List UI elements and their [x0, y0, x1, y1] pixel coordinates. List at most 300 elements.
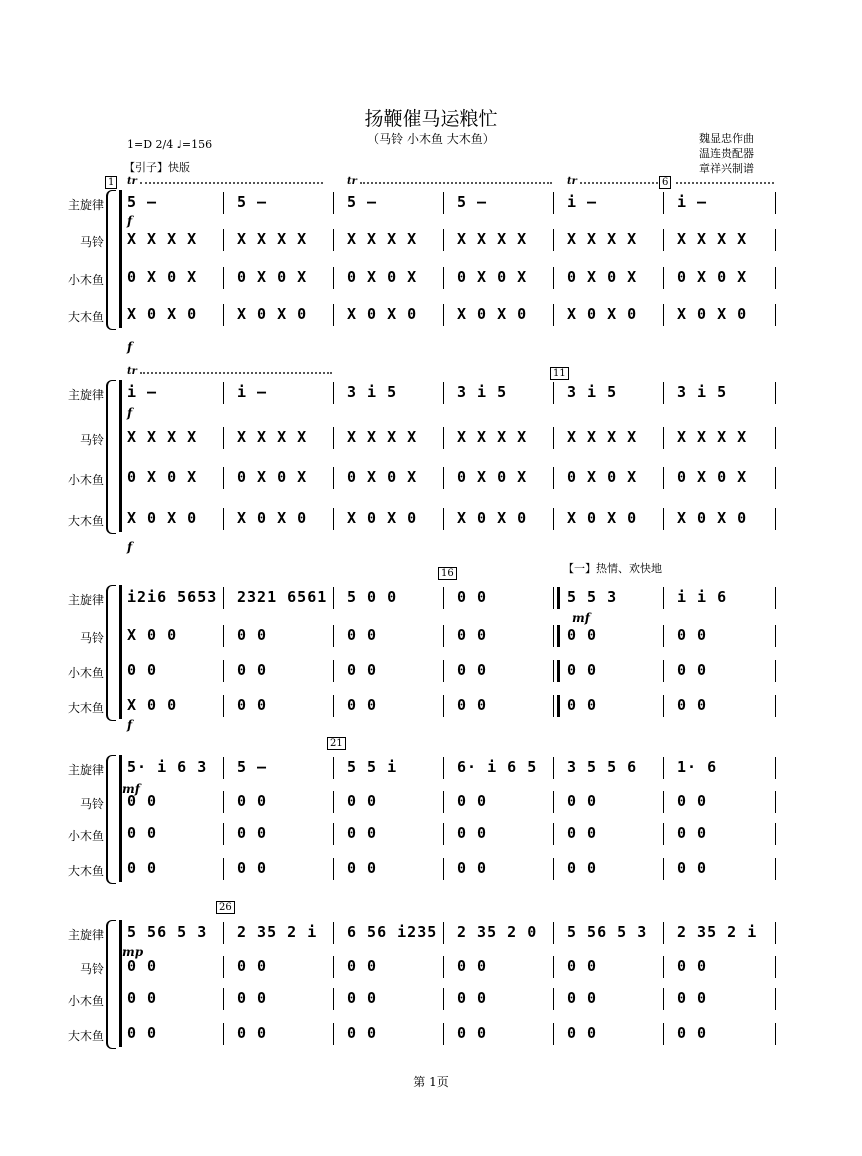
barline: [663, 229, 664, 251]
notation-cell: X 0 X 0: [237, 305, 308, 323]
barline: [775, 823, 776, 845]
notation-cell: X X X X: [457, 428, 528, 446]
notation-cell: 0 0: [127, 661, 158, 679]
system-barline: [119, 585, 122, 719]
barline: [223, 858, 224, 880]
barline: [443, 229, 444, 251]
notation-cell: 0 0: [127, 957, 158, 975]
notation-cell: X 0 0: [127, 696, 178, 714]
trill-line: [676, 182, 774, 188]
barline: [443, 988, 444, 1010]
notation-cell: 0 0: [677, 626, 708, 644]
notation-cell: 0 0: [567, 824, 598, 842]
instrument-label: 马铃: [79, 235, 104, 249]
notation-cell: 5 –: [237, 758, 268, 776]
barline: [775, 192, 776, 214]
trill-line: [140, 182, 323, 188]
barline: [333, 858, 334, 880]
notation-cell: X X X X: [237, 428, 308, 446]
dynamic-marking: mp: [122, 945, 144, 959]
notation-cell: X X X X: [677, 428, 748, 446]
page-number: 第 1页: [413, 1075, 449, 1089]
notation-cell: 0 X 0 X: [347, 468, 418, 486]
arranger-credit: 温连贵配器: [699, 147, 754, 160]
barline: [333, 192, 334, 214]
barline: [443, 625, 444, 647]
score-system: [0, 380, 862, 536]
notation-cell: 0 0: [457, 824, 488, 842]
barline: [775, 988, 776, 1010]
notation-cell: 0 0: [457, 989, 488, 1007]
barline: [775, 508, 776, 530]
barline: [333, 956, 334, 978]
barline: [663, 192, 664, 214]
notation-cell: 1· 6: [677, 758, 718, 776]
notation-cell: 0 0: [677, 696, 708, 714]
barline: [663, 427, 664, 449]
notation-cell: 0 0: [567, 957, 598, 975]
system-brace: [106, 920, 116, 1049]
barline: [443, 956, 444, 978]
barline: [333, 587, 334, 609]
barline: [553, 660, 554, 682]
notation-cell: 0 X 0 X: [677, 468, 748, 486]
barline: [775, 382, 776, 404]
notation-cell: 0 0: [347, 1024, 378, 1042]
barline: [775, 757, 776, 779]
system-brace: [106, 585, 116, 721]
notation-cell: 0 0: [237, 696, 268, 714]
barline: [775, 695, 776, 717]
barline: [775, 267, 776, 289]
notation-cell: X 0 X 0: [567, 305, 638, 323]
barline: [553, 382, 554, 404]
barline: [553, 695, 554, 717]
notation-cell: i –: [567, 193, 598, 211]
notation-cell: X 0 X 0: [567, 509, 638, 527]
barline: [223, 382, 224, 404]
notation-cell: 0 0: [347, 626, 378, 644]
notation-cell: 0 0: [567, 989, 598, 1007]
notation-cell: 0 0: [127, 859, 158, 877]
barline: [775, 858, 776, 880]
notation-cell: 0 0: [457, 792, 488, 810]
barline: [333, 427, 334, 449]
notation-cell: 0 X 0 X: [567, 268, 638, 286]
notation-cell: 0 0: [237, 957, 268, 975]
measure-number: 1: [105, 176, 117, 189]
dynamic-marking: f: [127, 540, 133, 554]
notation-cell: X X X X: [567, 230, 638, 248]
barline: [775, 1023, 776, 1045]
section-intro-label: 【引子】快版: [124, 161, 190, 174]
barline: [553, 304, 554, 326]
notation-cell: 0 0: [457, 1024, 488, 1042]
barline: [223, 988, 224, 1010]
notation-cell: 0 0: [677, 661, 708, 679]
trill-line: [580, 182, 658, 188]
barline: [663, 267, 664, 289]
barline: [663, 382, 664, 404]
notation-cell: 3 i 5: [567, 383, 618, 401]
notation-cell: i2i6 5653: [127, 588, 218, 606]
barline: [553, 922, 554, 944]
trill-line: [360, 182, 552, 188]
repeat-barline: [557, 625, 560, 647]
notation-cell: i –: [677, 193, 708, 211]
notation-cell: 0 X 0 X: [677, 268, 748, 286]
barline: [553, 192, 554, 214]
notation-cell: 0 0: [347, 792, 378, 810]
barline: [443, 304, 444, 326]
dynamic-marking: mf: [572, 611, 590, 625]
barline: [775, 791, 776, 813]
barline: [333, 304, 334, 326]
notation-cell: 2 35 2 i: [237, 923, 318, 941]
notation-cell: 5 –: [347, 193, 378, 211]
notation-cell: 0 0: [127, 792, 158, 810]
barline: [553, 625, 554, 647]
instrument-label: 小木鱼: [67, 473, 104, 487]
instrument-label: 小木鱼: [67, 666, 104, 680]
notation-cell: 0 0: [567, 661, 598, 679]
notation-cell: 0 X 0 X: [567, 468, 638, 486]
barline: [223, 660, 224, 682]
notation-cell: X 0 X 0: [677, 509, 748, 527]
barline: [553, 229, 554, 251]
barline: [443, 1023, 444, 1045]
instrument-label: 大木鱼: [67, 701, 104, 715]
barline: [775, 625, 776, 647]
notation-cell: 0 0: [237, 792, 268, 810]
barline: [223, 1023, 224, 1045]
instrument-label: 主旋律: [67, 763, 104, 777]
notation-cell: 0 0: [237, 824, 268, 842]
score-subtitle: （马铃 小木鱼 大木鱼）: [367, 132, 495, 146]
system-barline: [119, 190, 122, 328]
barline: [443, 757, 444, 779]
notation-cell: X 0 X 0: [127, 509, 198, 527]
notation-cell: 6· i 6 5: [457, 758, 538, 776]
notation-cell: X X X X: [567, 428, 638, 446]
barline: [223, 192, 224, 214]
notation-cell: X X X X: [677, 230, 748, 248]
notation-cell: 0 0: [127, 824, 158, 842]
barline: [443, 192, 444, 214]
barline: [775, 427, 776, 449]
notation-cell: i –: [237, 383, 268, 401]
measure-number: 11: [550, 367, 569, 380]
notation-cell: 2 35 2 i: [677, 923, 758, 941]
barline: [553, 467, 554, 489]
barline: [553, 508, 554, 530]
barline: [663, 757, 664, 779]
barline: [223, 587, 224, 609]
barline: [553, 267, 554, 289]
notation-cell: X X X X: [347, 230, 418, 248]
barline: [443, 922, 444, 944]
notation-cell: 0 0: [457, 588, 488, 606]
barline: [223, 956, 224, 978]
instrument-label: 马铃: [79, 433, 104, 447]
notation-cell: 0 0: [567, 1024, 598, 1042]
composer-credit: 魏显忠作曲: [699, 132, 754, 145]
notation-cell: 0 0: [237, 859, 268, 877]
barline: [223, 267, 224, 289]
barline: [553, 858, 554, 880]
notation-cell: 0 0: [347, 661, 378, 679]
barline: [663, 922, 664, 944]
notation-cell: 0 0: [567, 626, 598, 644]
barline: [775, 304, 776, 326]
notation-cell: 5· i 6 3: [127, 758, 208, 776]
instrument-label: 马铃: [79, 631, 104, 645]
instrument-label: 大木鱼: [67, 1029, 104, 1043]
barline: [223, 695, 224, 717]
instrument-label: 主旋律: [67, 593, 104, 607]
barline: [223, 625, 224, 647]
notation-cell: 0 X 0 X: [457, 468, 528, 486]
notation-cell: 3 i 5: [677, 383, 728, 401]
score-system: [0, 755, 862, 886]
notation-cell: 0 0: [237, 661, 268, 679]
barline: [443, 695, 444, 717]
barline: [333, 1023, 334, 1045]
barline: [663, 660, 664, 682]
barline: [333, 660, 334, 682]
barline: [333, 988, 334, 1010]
notation-cell: 0 X 0 X: [127, 468, 198, 486]
barline: [333, 267, 334, 289]
dynamic-marking: f: [127, 340, 133, 354]
notation-cell: 0 0: [457, 626, 488, 644]
barline: [663, 1023, 664, 1045]
notation-cell: X X X X: [347, 428, 418, 446]
barline: [223, 508, 224, 530]
repeat-barline: [557, 660, 560, 682]
notation-cell: X 0 X 0: [457, 305, 528, 323]
notation-cell: X 0 X 0: [347, 509, 418, 527]
score-system: [0, 585, 862, 723]
barline: [443, 382, 444, 404]
notation-cell: X X X X: [237, 230, 308, 248]
notation-cell: 0 X 0 X: [127, 268, 198, 286]
barline: [443, 587, 444, 609]
notation-cell: 0 0: [567, 792, 598, 810]
barline: [775, 922, 776, 944]
engraver-credit: 章祥兴制谱: [699, 162, 754, 175]
barline: [223, 427, 224, 449]
notation-cell: X 0 X 0: [127, 305, 198, 323]
notation-cell: X 0 X 0: [457, 509, 528, 527]
score-title: 扬鞭催马运粮忙: [364, 108, 498, 130]
barline: [553, 757, 554, 779]
barline: [663, 508, 664, 530]
barline: [223, 467, 224, 489]
notation-cell: 0 0: [347, 989, 378, 1007]
notation-cell: 0 0: [567, 696, 598, 714]
instrument-label: 小木鱼: [67, 273, 104, 287]
notation-cell: 0 0: [677, 989, 708, 1007]
dynamic-marking: mf: [122, 782, 140, 796]
barline: [775, 229, 776, 251]
notation-cell: i –: [127, 383, 158, 401]
barline: [553, 791, 554, 813]
notation-cell: 3 i 5: [347, 383, 398, 401]
system-brace: [106, 755, 116, 884]
barline: [443, 660, 444, 682]
dynamic-marking: f: [127, 214, 133, 228]
notation-cell: 0 0: [347, 696, 378, 714]
notation-cell: 0 X 0 X: [237, 268, 308, 286]
score-system: [0, 920, 862, 1051]
notation-cell: 5 56 5 3: [127, 923, 208, 941]
notation-cell: 3 i 5: [457, 383, 508, 401]
repeat-barline: [557, 587, 560, 609]
instrument-label: 小木鱼: [67, 994, 104, 1008]
notation-cell: 0 0: [237, 626, 268, 644]
barline: [663, 791, 664, 813]
barline: [333, 508, 334, 530]
notation-cell: 0 X 0 X: [237, 468, 308, 486]
trill-mark: tr: [127, 366, 137, 377]
instrument-label: 马铃: [79, 797, 104, 811]
dynamic-marking: f: [127, 718, 133, 732]
trill-mark: tr: [567, 176, 577, 187]
notation-cell: X X X X: [457, 230, 528, 248]
trill-line: [140, 372, 332, 378]
trill-mark: tr: [347, 176, 357, 187]
barline: [775, 587, 776, 609]
notation-cell: 5 56 5 3: [567, 923, 648, 941]
notation-cell: 0 X 0 X: [347, 268, 418, 286]
trill-mark: tr: [127, 176, 137, 187]
notation-cell: 0 0: [457, 859, 488, 877]
notation-cell: 0 X 0 X: [457, 268, 528, 286]
notation-cell: 2 35 2 0: [457, 923, 538, 941]
notation-cell: 0 0: [347, 957, 378, 975]
barline: [223, 304, 224, 326]
barline: [443, 467, 444, 489]
barline: [223, 823, 224, 845]
notation-cell: 0 0: [237, 989, 268, 1007]
barline: [333, 823, 334, 845]
tempo-marking: 1=D 2/4 ♩=156: [127, 138, 213, 151]
notation-cell: 0 0: [347, 824, 378, 842]
barline: [443, 267, 444, 289]
measure-number: 21: [327, 737, 346, 750]
notation-cell: X 0 X 0: [347, 305, 418, 323]
barline: [333, 382, 334, 404]
notation-cell: X 0 0: [127, 626, 178, 644]
measure-number: 6: [659, 176, 671, 189]
barline: [663, 467, 664, 489]
barline: [333, 791, 334, 813]
notation-cell: 2321 6561: [237, 588, 328, 606]
barline: [333, 695, 334, 717]
system-brace: [106, 190, 116, 330]
instrument-label: 小木鱼: [67, 829, 104, 843]
notation-cell: X 0 X 0: [677, 305, 748, 323]
barline: [443, 791, 444, 813]
notation-cell: 5 5 3: [567, 588, 618, 606]
barline: [223, 229, 224, 251]
barline: [333, 229, 334, 251]
notation-cell: 0 0: [677, 824, 708, 842]
notation-cell: 0 0: [677, 792, 708, 810]
barline: [443, 427, 444, 449]
notation-cell: X X X X: [127, 230, 198, 248]
notation-cell: i i 6: [677, 588, 728, 606]
notation-cell: 3 5 5 6: [567, 758, 638, 776]
barline: [553, 823, 554, 845]
dynamic-marking: f: [127, 406, 133, 420]
barline: [663, 858, 664, 880]
barline: [663, 695, 664, 717]
notation-cell: 0 0: [677, 957, 708, 975]
section-one-label: 【一】热情、欢快地: [563, 562, 662, 575]
barline: [663, 988, 664, 1010]
barline: [553, 988, 554, 1010]
notation-cell: 5 5 i: [347, 758, 398, 776]
barline: [663, 587, 664, 609]
notation-cell: 0 0: [347, 859, 378, 877]
instrument-label: 主旋律: [67, 928, 104, 942]
measure-number: 16: [438, 567, 457, 580]
barline: [775, 956, 776, 978]
system-brace: [106, 380, 116, 534]
barline: [223, 757, 224, 779]
notation-cell: X X X X: [127, 428, 198, 446]
notation-cell: 5 –: [127, 193, 158, 211]
barline: [333, 757, 334, 779]
instrument-label: 大木鱼: [67, 514, 104, 528]
instrument-label: 马铃: [79, 962, 104, 976]
notation-cell: 0 0: [127, 1024, 158, 1042]
system-barline: [119, 920, 122, 1047]
system-barline: [119, 380, 122, 532]
notation-cell: X 0 X 0: [237, 509, 308, 527]
system-barline: [119, 755, 122, 882]
barline: [775, 467, 776, 489]
instrument-label: 大木鱼: [67, 310, 104, 324]
barline: [223, 922, 224, 944]
barline: [443, 823, 444, 845]
notation-cell: 0 0: [567, 859, 598, 877]
barline: [553, 427, 554, 449]
instrument-label: 主旋律: [67, 388, 104, 402]
barline: [553, 1023, 554, 1045]
barline: [443, 858, 444, 880]
barline: [333, 922, 334, 944]
notation-cell: 6 56 i235: [347, 923, 438, 941]
instrument-label: 主旋律: [67, 198, 104, 212]
barline: [663, 304, 664, 326]
notation-cell: 0 0: [457, 661, 488, 679]
barline: [663, 823, 664, 845]
notation-cell: 0 0: [127, 989, 158, 1007]
barline: [223, 791, 224, 813]
notation-cell: 5 –: [237, 193, 268, 211]
instrument-label: 大木鱼: [67, 864, 104, 878]
notation-cell: 5 0 0: [347, 588, 398, 606]
barline: [333, 625, 334, 647]
notation-cell: 0 0: [677, 859, 708, 877]
barline: [443, 508, 444, 530]
barline: [663, 625, 664, 647]
notation-cell: 0 0: [457, 696, 488, 714]
notation-cell: 0 0: [237, 1024, 268, 1042]
